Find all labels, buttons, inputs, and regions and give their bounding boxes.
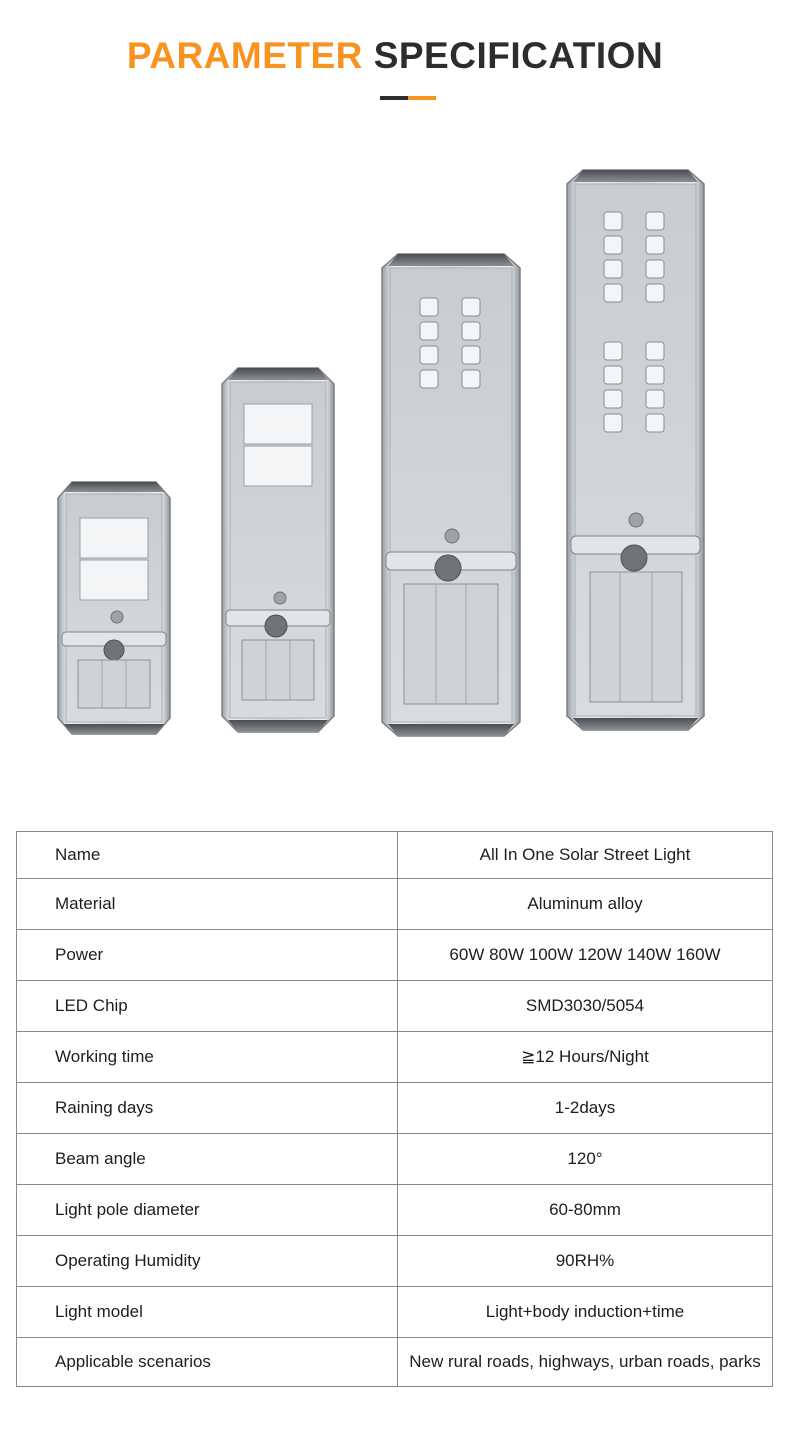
spec-name-cell: Working time — [17, 1032, 398, 1083]
spec-row — [17, 1287, 773, 1338]
spec-value-cell: 90RH% — [398, 1236, 773, 1287]
spec-value-cell: Light+body induction+time — [398, 1287, 773, 1338]
street-light-4 — [567, 170, 704, 730]
spec-value-cell: New rural roads, highways, urban roads, parks — [398, 1338, 773, 1387]
spec-table-body — [17, 832, 773, 1387]
spec-name-cell: Beam angle — [17, 1134, 398, 1185]
spec-row — [17, 1185, 773, 1236]
spec-row — [17, 1236, 773, 1287]
spec-row — [17, 1338, 773, 1387]
street-light-3 — [382, 254, 520, 736]
spec-name-cell: Raining days — [17, 1083, 398, 1134]
spec-name-cell: Name — [17, 832, 398, 879]
spec-value-cell: 120° — [398, 1134, 773, 1185]
divider-orange-segment — [408, 96, 436, 100]
spec-row — [17, 1032, 773, 1083]
spec-name-cell: Light pole diameter — [17, 1185, 398, 1236]
title-main-word: SPECIFICATION — [373, 35, 664, 76]
spec-value-cell: 60W 80W 100W 120W 140W 160W — [398, 930, 773, 981]
spec-row — [17, 930, 773, 981]
spec-value-cell: 60-80mm — [398, 1185, 773, 1236]
product-lineup-illustration — [0, 160, 790, 760]
spec-name-cell: Operating Humidity — [17, 1236, 398, 1287]
spec-name-cell: Applicable scenarios — [17, 1338, 398, 1387]
spec-value-cell: 1-2days — [398, 1083, 773, 1134]
spec-row — [17, 879, 773, 930]
spec-row — [17, 832, 773, 879]
spec-table — [16, 831, 773, 1387]
street-light-2 — [222, 368, 334, 732]
spec-value-cell: All In One Solar Street Light — [398, 832, 773, 879]
spec-name-cell: LED Chip — [17, 981, 398, 1032]
spec-value-cell: Aluminum alloy — [398, 879, 773, 930]
spec-row — [17, 981, 773, 1032]
title-accent-word: PARAMETER — [126, 35, 363, 76]
spec-name-cell: Power — [17, 930, 398, 981]
title-divider — [380, 96, 436, 100]
spec-name-cell: Light model — [17, 1287, 398, 1338]
page-title — [0, 30, 790, 82]
spec-name-cell: Material — [17, 879, 398, 930]
divider-dark-segment — [380, 96, 408, 100]
spec-value-cell: ≧12 Hours/Night — [398, 1032, 773, 1083]
street-light-1 — [58, 482, 170, 734]
spec-row — [17, 1134, 773, 1185]
product-lineup — [0, 160, 790, 760]
spec-row — [17, 1083, 773, 1134]
spec-value-cell: SMD3030/5054 — [398, 981, 773, 1032]
